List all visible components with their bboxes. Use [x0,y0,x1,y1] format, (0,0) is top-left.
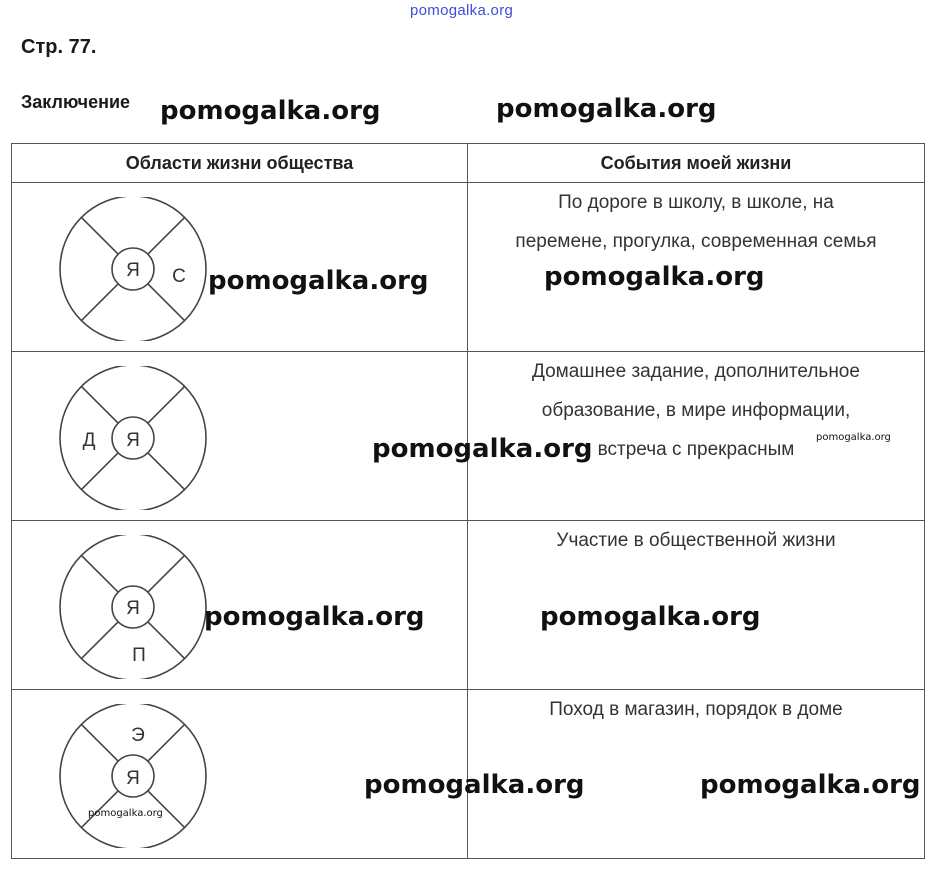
watermark-overlay: pomogalka.org [700,770,921,800]
society-circle-diagram [58,366,208,510]
center-label: Я [126,598,140,619]
events-line: Домашнее задание, дополнительное [532,361,860,382]
events-line: Участие в общественной жизни [556,530,836,551]
society-circle-diagram [58,535,208,679]
watermark-overlay: pomogalka.org [540,602,761,632]
summary-table [11,143,925,859]
society-circle-diagram [58,704,208,848]
events-line: Поход в магазин, порядок в доме [549,699,843,720]
header-events: События моей жизни [468,144,925,183]
watermark-small: pomogalka.org [88,808,163,819]
table-row [12,521,925,690]
table-row [12,183,925,352]
sector-label: Э [131,725,145,746]
watermark-small: pomogalka.org [816,432,891,443]
watermark-overlay: pomogalka.org [204,602,425,632]
watermark-overlay: pomogalka.org [496,94,717,124]
events-line: образование, в мире информации, [541,400,851,421]
events-line: перемене, прогулка, современная семья [515,231,877,252]
society-circle-diagram [58,197,208,341]
table-header-row [12,144,925,183]
center-label: Я [126,430,140,451]
section-title: Заключение [21,92,131,112]
sector-label: С [172,266,186,287]
sector-label: Д [82,430,96,451]
sector-label: П [132,645,146,666]
page-number: Стр. 77. [21,36,97,58]
watermark-overlay: pomogalka.org [544,262,765,292]
watermark-overlay: pomogalka.org [372,434,593,464]
events-line: встреча с прекрасным [597,439,795,460]
center-label: Я [126,260,140,281]
watermark-overlay: pomogalka.org [160,96,381,126]
top-watermark: pomogalka.org [410,2,514,19]
watermark-overlay: pomogalka.org [208,266,429,296]
center-label: Я [126,768,140,789]
header-areas: Области жизни общества [12,144,468,183]
events-line: По дороге в школу, в школе, на [558,192,834,213]
watermark-overlay: pomogalka.org [364,770,585,800]
